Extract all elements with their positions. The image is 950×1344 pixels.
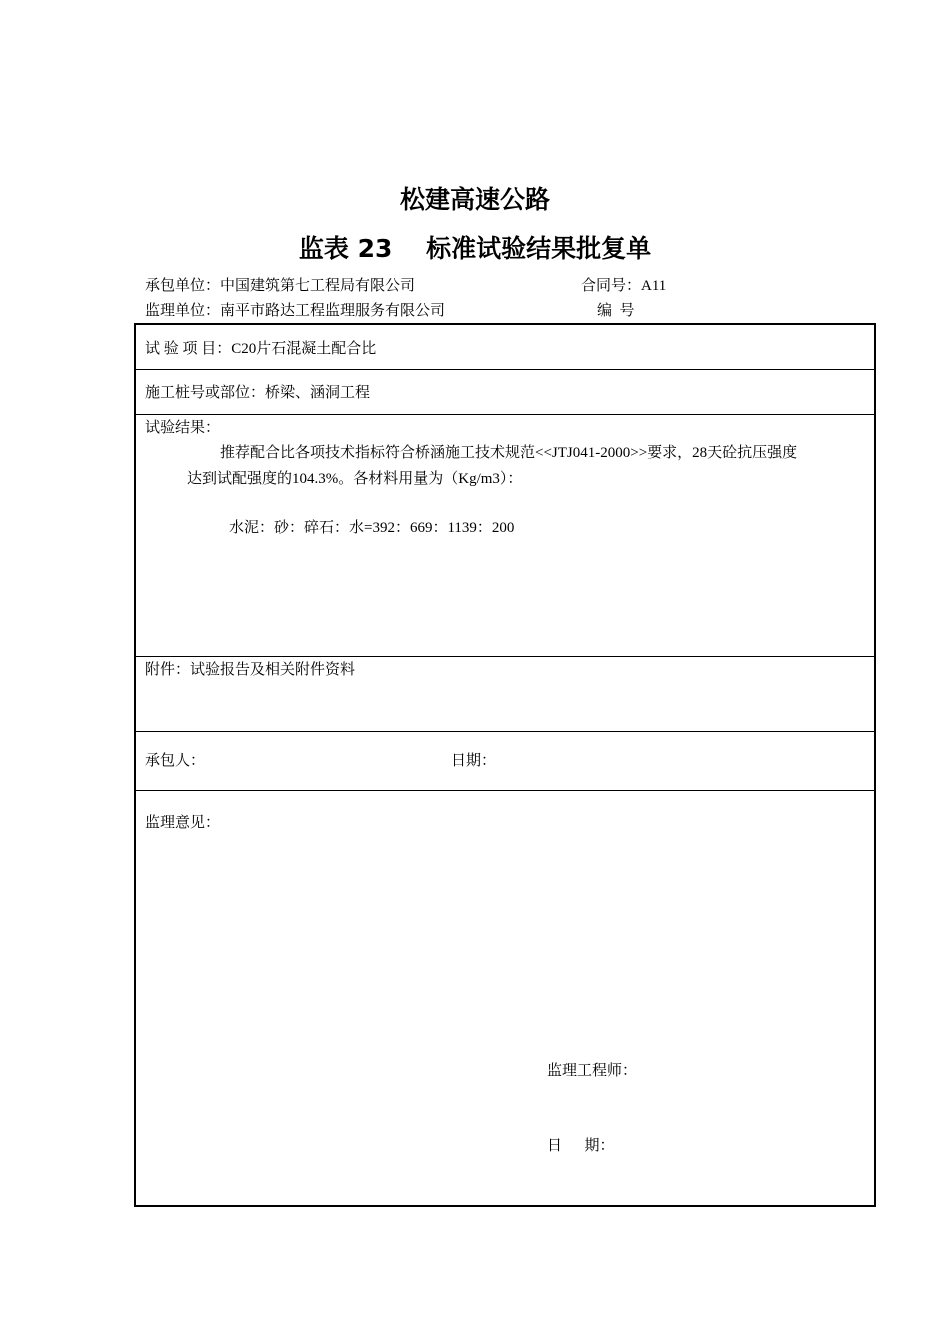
result-line-1: 推荐配合比各项技术指标符合桥涵施工技术规范<<JTJ041-2000>>要求，28天砼抗压强度 xyxy=(220,445,798,461)
result-line-2: 达到试配强度的104.3%。各材料用量为（Kg/m3）： xyxy=(187,471,523,487)
contractor-label: 承包人： xyxy=(145,753,206,769)
location-row xyxy=(136,370,874,415)
test-item-text: 试 验 项 目：C20片石混凝土配合比 xyxy=(145,341,377,357)
test-result-row xyxy=(136,415,874,657)
attachments-text: 附件：试验报告及相关附件资料 xyxy=(145,662,356,678)
mix-ratio: 水泥：砂：碎石：水=392：669：1139：200 xyxy=(229,520,515,536)
result-label: 试验结果： xyxy=(145,420,221,436)
contractor-unit: 承包单位：中国建筑第七工程局有限公司 xyxy=(145,278,416,294)
contractor-date-label: 日期： xyxy=(451,753,497,769)
attachments-row xyxy=(136,657,874,732)
contract-number: 合同号：A11 xyxy=(581,278,667,294)
serial-number: 编 号 xyxy=(597,303,635,319)
supervisor-unit: 监理单位：南平市路达工程监理服务有限公司 xyxy=(145,303,446,319)
engineer-label: 监理工程师： xyxy=(547,1063,638,1079)
contractor-sign-row xyxy=(136,732,874,791)
approval-form xyxy=(134,323,876,1207)
location-text: 施工桩号或部位：桥梁、涵洞工程 xyxy=(145,385,371,401)
opinion-label: 监理意见： xyxy=(145,815,221,831)
document-title: 松建高速公路 xyxy=(399,185,550,214)
test-item-row xyxy=(136,325,874,370)
supervisor-date-label: 日 期： xyxy=(547,1138,615,1154)
form-title: 监表 23 标准试验结果批复单 xyxy=(298,234,652,263)
